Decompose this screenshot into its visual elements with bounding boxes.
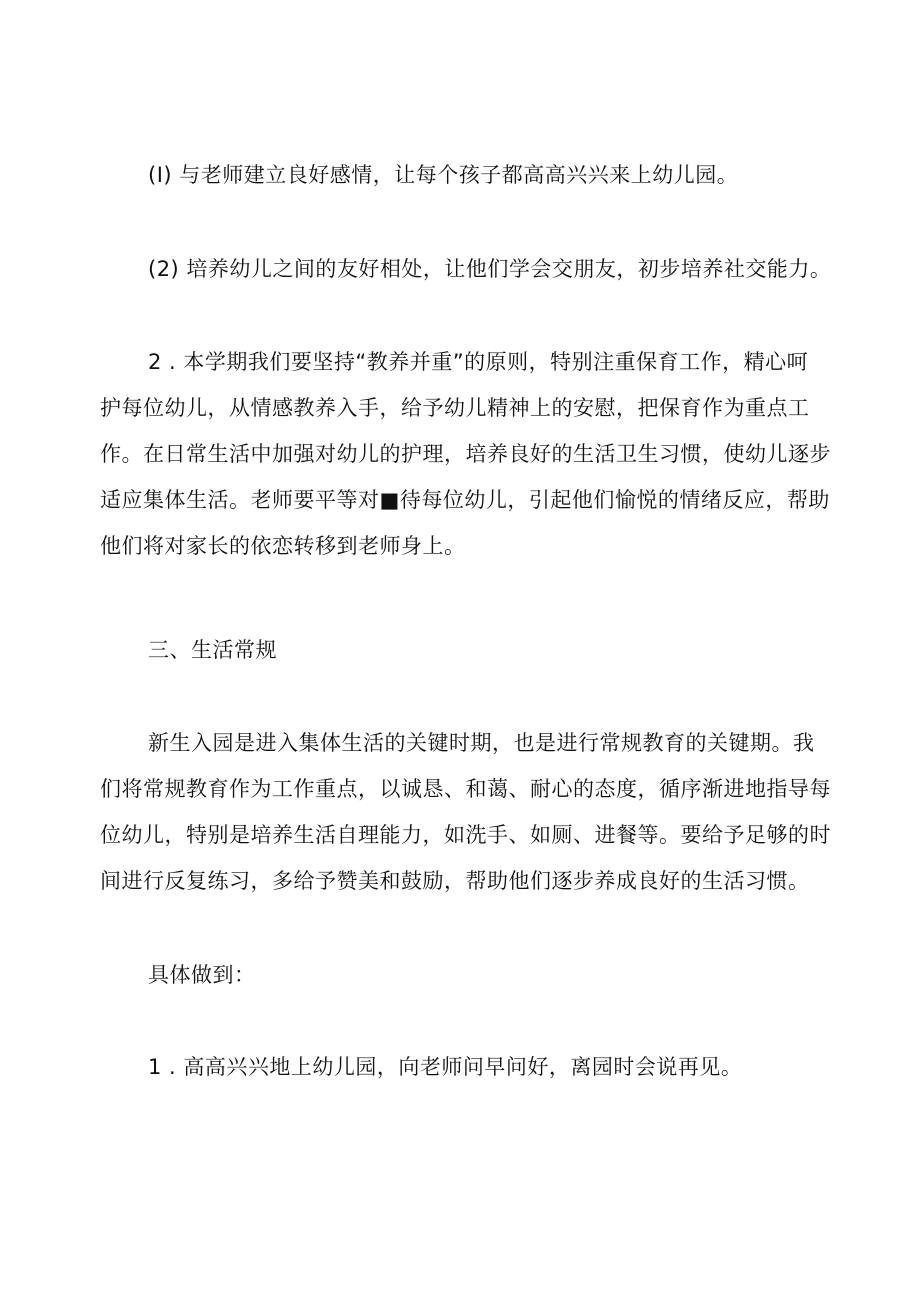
text-line: 1 . 高高兴兴地上幼儿园，向老师问早问好，离园时会说再见。 (148, 1055, 743, 1079)
text-line: 新生入园是进入集体生活的关键时期，也是进行常规教育的关键期。我 (148, 731, 815, 755)
list-item-1 (148, 152, 873, 198)
text-line: 适应集体生活。老师要平等对■待每位幼儿，引起他们愉悦的情绪反应，帮助 (100, 488, 830, 512)
text-line: 他们将对家长的依恋转移到老师身上。 (100, 534, 466, 558)
body-paragraph (100, 720, 831, 904)
text-line: 们将常规教育作为工作重点，以诚恳、和蔼、耐心的态度，循序渐进地指导每 (100, 777, 831, 801)
text-line: 间进行反复练习，多给予赞美和鼓励，帮助他们逐步养成良好的生活习惯。 (100, 869, 810, 893)
text-line: (2) 培养幼儿之间的友好相处，让他们学会交朋友，初步培养社交能力。 (148, 257, 832, 281)
text-line: 作。在日常生活中加强对幼儿的护理，培养良好的生活卫生习惯，使幼儿逐步 (100, 442, 831, 466)
text-line: 护每位幼儿，从情感教养入手，给予幼儿精神上的安慰，把保育作为重点工 (100, 396, 810, 420)
intro-line (148, 952, 873, 998)
heading-text: 三、生活常规 (148, 638, 277, 662)
list-item-2 (148, 246, 873, 292)
text-line: (I) 与老师建立良好感情，让每个孩子都高高兴兴来上幼儿园。 (148, 163, 739, 187)
text-line: 2 . 本学期我们要坚持“教养并重”的原则，特别注重保育工作，精心呵 (148, 350, 809, 374)
text-line: 具体做到： (148, 963, 256, 987)
text-line: 位幼儿，特别是培养生活自理能力，如洗手、如厕、进餐等。要给予足够的时 (100, 823, 831, 847)
list-item-numbered-1 (148, 1044, 873, 1090)
section-heading (148, 627, 873, 673)
numbered-paragraph-2 (100, 339, 831, 569)
